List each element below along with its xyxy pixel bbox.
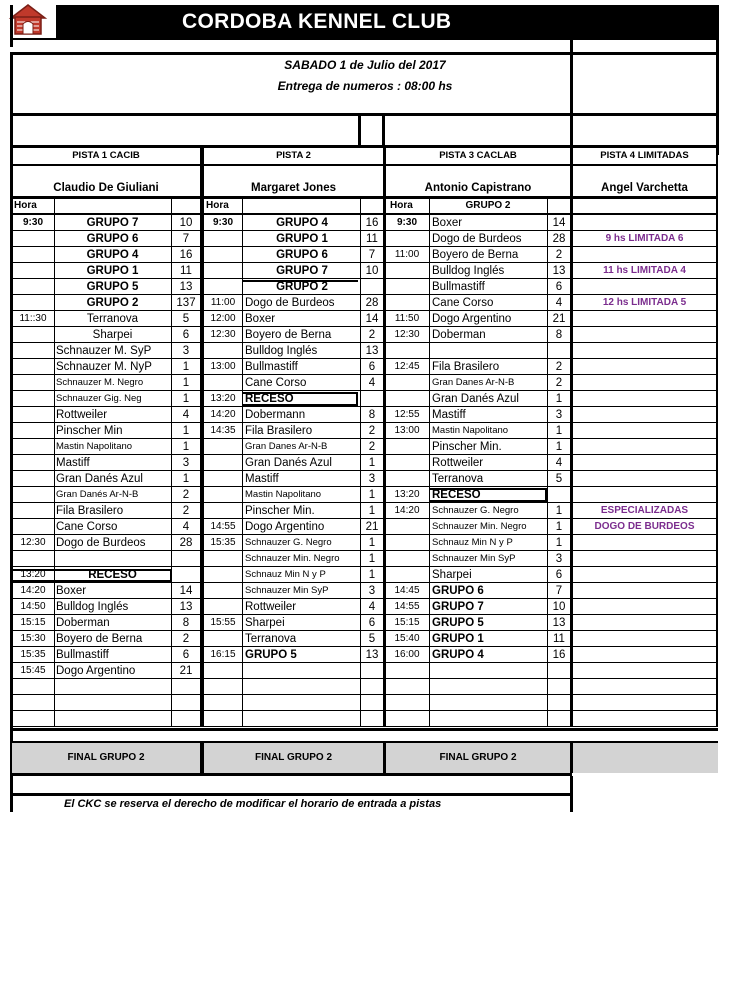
judge-name-1: Claudio De Giuliani [53, 182, 159, 194]
final-div-3 [570, 743, 573, 773]
row-rule [12, 710, 718, 711]
p3-breed: Boxer [432, 217, 463, 229]
p3-count: 2 [555, 361, 563, 373]
rule-bottom-1 [12, 793, 572, 796]
p3-breed: Sharpei [432, 569, 472, 581]
hora-label-2: Hora [206, 200, 229, 211]
p2-time: 14:35 [210, 425, 236, 436]
p3-time: 12:45 [394, 361, 420, 372]
p2-breed: Gran Danés Azul [245, 457, 332, 469]
p3-time: 11:50 [394, 313, 420, 324]
p1-breed: Terranova [86, 313, 139, 325]
p3-count: 11 [553, 633, 565, 645]
p3-breed: Dogo Argentino [432, 313, 512, 325]
p2-count: 13 [365, 649, 379, 661]
p1-time: 9:30 [22, 217, 43, 228]
p4-item: 12 hs LIMITADA 5 [602, 297, 687, 308]
p3-breed: Pinscher Min. [432, 441, 502, 453]
p2-count: 13 [365, 345, 379, 357]
p3-breed: Boyero de Berna [432, 249, 519, 261]
p2-count: 3 [368, 585, 376, 597]
p1-breed: Dogo de Burdeos [56, 537, 146, 549]
p1-breed: Boyero de Berna [56, 633, 143, 645]
p1-count: 2 [182, 489, 190, 501]
p1-time: 14:50 [20, 601, 46, 612]
rule-date-bottom [12, 113, 718, 116]
p1-count: 1 [182, 473, 190, 485]
p2-time: 9:30 [212, 217, 233, 228]
p1-breed: Schnauzer M. NyP [56, 361, 152, 373]
p3-count: 2 [555, 377, 563, 389]
p1-breed: GRUPO 1 [86, 265, 139, 277]
p2-time: 15:35 [210, 537, 236, 548]
p1-count: 7 [182, 233, 190, 245]
judge-name-2: Margaret Jones [250, 182, 336, 194]
p2-count: 7 [368, 249, 376, 261]
ring-name-3: PISTA 3 CACLAB [439, 150, 517, 161]
judge-name-3: Antonio Capistrano [424, 182, 532, 194]
p1-count: 28 [179, 537, 193, 549]
p1-time: 13:20 [20, 569, 46, 580]
p3-breed: GRUPO 4 [432, 649, 484, 661]
p3-breed: GRUPO 1 [432, 633, 484, 645]
p1-count: 1 [182, 393, 190, 405]
p2-time: 15:55 [210, 617, 236, 628]
p1-count: 4 [182, 409, 190, 421]
p1-count: 21 [179, 665, 193, 677]
p1-count: 5 [182, 313, 190, 325]
p1-time: 15:45 [20, 665, 46, 676]
p1-breed: Fila Brasilero [56, 505, 124, 517]
p1-count: 1 [182, 425, 190, 437]
p3-count: 1 [555, 441, 563, 453]
p1-breed: Schnauzer M. SyP [56, 345, 152, 357]
p3-col-breed [429, 197, 430, 727]
p2-count: 1 [368, 553, 376, 565]
p1-breed: RECESO [88, 569, 137, 581]
p2-breed: Pinscher Min. [245, 505, 315, 517]
p3-count: 4 [555, 297, 563, 309]
p3-count: 16 [552, 649, 566, 661]
p2-count: 4 [368, 377, 376, 389]
p2-breed: Sharpei [245, 617, 285, 629]
p3-count: 1 [555, 505, 563, 517]
p2-breed: Schnauzer G. Negro [245, 537, 332, 548]
ring-name-2: PISTA 2 [276, 150, 311, 161]
p1-breed: Gran Danés Azul [56, 473, 143, 485]
p3-breed: Schnauzer Min. Negro [432, 521, 527, 532]
p2-breed: Terranova [245, 633, 297, 645]
p1-col-breed [54, 197, 55, 727]
p1-breed: Cane Corso [56, 521, 118, 533]
p2-count: 5 [368, 633, 376, 645]
p2-time: 16:15 [210, 649, 236, 660]
p1-breed: Mastiff [56, 457, 90, 469]
p3-count: 28 [552, 233, 566, 245]
p4-item: 11 hs LIMITADA 4 [603, 265, 686, 276]
p3-count: 21 [552, 313, 566, 325]
p1-count: 137 [176, 297, 196, 309]
p1-count: 10 [179, 217, 193, 229]
p2-breed: Dogo de Burdeos [245, 297, 335, 309]
p2-breed: GRUPO 2 [276, 281, 328, 293]
p1-breed: Boxer [56, 585, 87, 597]
p1-breed: Dogo Argentino [56, 665, 136, 677]
p3-breed: Doberman [432, 329, 486, 341]
p1-count: 6 [182, 329, 190, 341]
p2-time: 14:55 [210, 521, 236, 532]
rule-judge [12, 196, 718, 199]
p2-count: 11 [366, 233, 378, 245]
p2-col-breed [242, 197, 243, 727]
p2-count: 2 [368, 441, 376, 453]
p1-count: 1 [182, 377, 190, 389]
p4-item: 9 hs LIMITADA 6 [605, 233, 684, 244]
p2-time: 13:00 [210, 361, 236, 372]
p3-count: 2 [555, 249, 563, 261]
p2-count: 1 [368, 537, 376, 549]
final-group-label: FINAL GRUPO 2 [439, 752, 517, 763]
p3-time: 16:00 [394, 649, 420, 660]
p2-breed: GRUPO 5 [245, 649, 297, 661]
p2-breed: GRUPO 6 [276, 249, 328, 261]
p1-count: 2 [182, 505, 190, 517]
p2-breed: Dogo Argentino [245, 521, 325, 533]
p2-breed: Schnauzer Min. Negro [245, 553, 340, 564]
title-bar [56, 5, 718, 39]
p3-breed: Gran Danes Ar-N-B [432, 377, 515, 388]
p3-time: 13:20 [394, 489, 420, 500]
row-rule [12, 726, 718, 727]
p2-breed: GRUPO 4 [276, 217, 328, 229]
p2-breed: Fila Brasilero [245, 425, 313, 437]
p2-breed: Schnauz Min N y P [245, 569, 326, 580]
p3-count: 14 [552, 217, 566, 229]
p3-breed: Cane Corso [432, 297, 494, 309]
p3-time: 14:20 [394, 505, 420, 516]
footer-note: El CKC se reserva el derecho de modificar el horario de entrada a pistas [64, 798, 442, 810]
p1-breed: GRUPO 7 [86, 217, 139, 229]
p1-time: 15:15 [20, 617, 46, 628]
p2-count: 2 [368, 425, 376, 437]
p4-divider-top [570, 38, 573, 150]
p1-count: 2 [182, 633, 190, 645]
p1-count: 8 [182, 617, 190, 629]
p2-breed: Cane Corso [245, 377, 307, 389]
p2-count: 21 [365, 521, 379, 533]
p2-breed: GRUPO 1 [276, 233, 328, 245]
p2-time: 13:20 [210, 393, 236, 404]
p3-time: 12:55 [394, 409, 420, 420]
p1-breed: GRUPO 2 [86, 297, 139, 309]
p3-time: 15:40 [394, 633, 420, 644]
ring-name-4: PISTA 4 LIMITADAS [600, 150, 689, 161]
p2-count: 1 [368, 489, 376, 501]
p1-breed: Rottweiler [56, 409, 108, 421]
p1-breed: GRUPO 4 [86, 249, 139, 261]
p3-count: 4 [555, 457, 563, 469]
p2-count: 1 [368, 569, 376, 581]
p1-breed: GRUPO 5 [86, 281, 139, 293]
rule-ring-head [12, 164, 718, 166]
p1-breed: Schnauzer Gig. Neg [56, 393, 142, 404]
p2-time: 12:30 [210, 329, 236, 340]
p2-breed: Dobermann [245, 409, 306, 421]
p3-count: 1 [555, 521, 563, 533]
p3-count: 10 [552, 601, 566, 613]
p2-count: 4 [368, 601, 376, 613]
p2-count: 8 [368, 409, 376, 421]
hora-label-3: Hora [390, 200, 413, 211]
rule-final-bottom [12, 773, 572, 776]
rule-top [12, 38, 718, 40]
p3-count: 6 [555, 281, 563, 293]
p3-breed: RECESO [432, 489, 481, 501]
p2-count: 10 [365, 265, 379, 277]
p2-breed: Bulldog Inglés [245, 345, 318, 357]
p2-breed: Schnauzer Min SyP [245, 585, 329, 596]
p3-time: 14:55 [394, 601, 420, 612]
p2-count: 3 [368, 473, 376, 485]
p3-breed: GRUPO 6 [432, 585, 484, 597]
p3-time: 14:45 [394, 585, 420, 596]
p3-breed: Rottweiler [432, 457, 484, 469]
p2-breed: Mastin Napolitano [245, 489, 322, 500]
p3-breed: Mastiff [432, 409, 466, 421]
p3-count: 3 [555, 409, 563, 421]
p1-count: 13 [179, 281, 193, 293]
p1-count: 14 [179, 585, 193, 597]
p1-count: 13 [179, 601, 193, 613]
p2-breed: RECESO [245, 393, 294, 405]
p3-count: 1 [555, 425, 563, 437]
p1-breed: GRUPO 6 [86, 233, 139, 245]
p3-breed: GRUPO 5 [432, 617, 484, 629]
page-title: CORDOBA KENNEL CLUB [182, 10, 452, 33]
p3-breed: Schnauz Min N y P [432, 537, 513, 548]
p1-breed: Doberman [56, 617, 110, 629]
p3-count: 1 [555, 393, 563, 405]
p3-breed: Schnauzer G. Negro [432, 505, 519, 516]
p1-time: 15:30 [20, 633, 46, 644]
p1-time: 14:20 [20, 585, 46, 596]
p1-count: 1 [182, 441, 190, 453]
bottom-div [570, 776, 573, 812]
p2-count: 2 [368, 329, 376, 341]
p3-breed: Bulldog Inglés [432, 265, 505, 277]
p3-breed: Terranova [432, 473, 484, 485]
p1-count: 1 [182, 361, 190, 373]
p2-count: 16 [365, 217, 379, 229]
row-rule [12, 694, 718, 695]
final-group-label: FINAL GRUPO 2 [67, 752, 145, 763]
p3-count: 13 [552, 617, 566, 629]
p3-count: 5 [555, 473, 563, 485]
frame-right-top [716, 5, 719, 155]
p2-breed: Gran Danes Ar-N-B [245, 441, 328, 452]
p1-breed: Schnauzer M. Negro [56, 377, 144, 388]
p3-count: 7 [555, 585, 563, 597]
p3-breed: Gran Danés Azul [432, 393, 519, 405]
p1-breed: Gran Danés Ar-N-B [56, 489, 139, 500]
p3-time: 15:15 [394, 617, 420, 628]
event-date: SABADO 1 de Julio del 2017 [284, 58, 446, 72]
rule-date-top [12, 52, 718, 55]
p1-breed: Pinscher Min [56, 425, 123, 437]
p4-item: DOGO DE BURDEOS [594, 521, 695, 532]
rule-table-bottom [12, 728, 718, 731]
p1-time: 15:35 [20, 649, 46, 660]
p2-breed: Boxer [245, 313, 276, 325]
p1-time: 12:30 [20, 537, 46, 548]
p3-count: 3 [555, 553, 563, 565]
number-delivery: Entrega de numeros : 08:00 hs [277, 79, 453, 93]
frame-left-top [10, 5, 13, 47]
p2-count: 1 [368, 457, 376, 469]
p1-breed: Sharpei [92, 329, 133, 341]
p2-breed: Rottweiler [245, 601, 297, 613]
p1-count: 3 [182, 457, 190, 469]
kennel-house-icon [8, 2, 48, 36]
p1-breed: Bulldog Inglés [56, 601, 129, 613]
p1-count: 16 [179, 249, 193, 261]
hora-label-1: Hora [14, 200, 37, 211]
p1-time: 11::30 [19, 313, 47, 324]
p3-breed: Bullmastiff [432, 281, 485, 293]
p1-count: 11 [180, 265, 192, 277]
p2-count: 28 [365, 297, 379, 309]
p2-time: 12:00 [210, 313, 236, 324]
p3-group-header: GRUPO 2 [465, 200, 511, 211]
p2-count: 1 [368, 505, 376, 517]
p2-time: 11:00 [210, 297, 236, 308]
p4-item: ESPECIALIZADAS [600, 505, 689, 516]
p3-breed: GRUPO 7 [432, 601, 484, 613]
p3-time: 11:00 [394, 249, 420, 260]
p2-breed: Mastiff [245, 473, 279, 485]
p3-count: 6 [555, 569, 563, 581]
p1-count: 4 [182, 521, 190, 533]
p2-time: 14:20 [210, 409, 236, 420]
p3-count: 8 [555, 329, 563, 341]
p3-count: 1 [555, 537, 563, 549]
p1-count: 6 [182, 649, 190, 661]
p1-breed: Bullmastiff [56, 649, 109, 661]
receso-box [170, 569, 172, 583]
strip-div-1 [358, 116, 361, 148]
p3-count: 13 [552, 265, 566, 277]
p3-time: 13:00 [394, 425, 420, 436]
p1-count: 3 [182, 345, 190, 357]
p2-breed: Boyero de Berna [245, 329, 332, 341]
p3-breed: Dogo de Burdeos [432, 233, 522, 245]
strip-div-2 [382, 116, 385, 148]
p1-breed: Mastin Napolitano [56, 441, 133, 452]
frame-left [10, 52, 13, 812]
p3-time: 9:30 [396, 217, 417, 228]
p2-count: 6 [368, 617, 376, 629]
p3-breed: Mastin Napolitano [432, 425, 509, 436]
p2-breed: Bullmastiff [245, 361, 298, 373]
judge-name-4: Angel Varchetta [601, 182, 688, 194]
ring-name-1: PISTA 1 CACIB [72, 150, 140, 161]
p2-count: 14 [365, 313, 379, 325]
p3-time: 12:30 [394, 329, 420, 340]
p2-breed: GRUPO 7 [276, 265, 328, 277]
final-group-label: FINAL GRUPO 2 [254, 752, 333, 763]
p3-breed: Fila Brasilero [432, 361, 500, 373]
p2-count: 6 [368, 361, 376, 373]
p3-breed: Schnauzer Min SyP [432, 553, 516, 564]
